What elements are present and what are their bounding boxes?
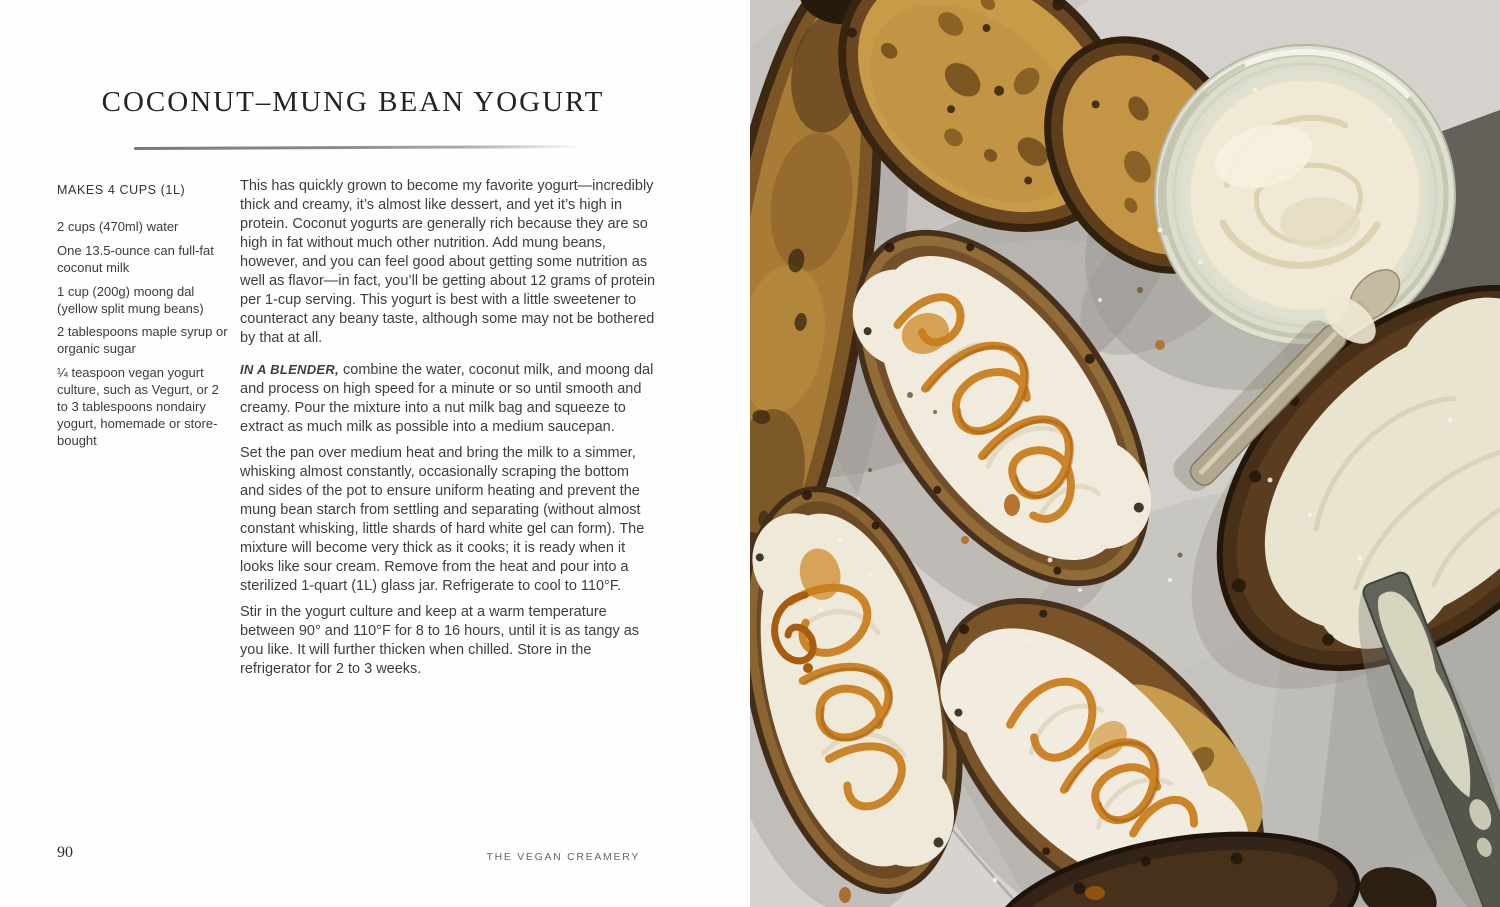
step-paragraph [240,444,657,596]
photo-illustration [750,0,1500,907]
ingredient-item: ¼ teaspoon vegan yogurt culture, such as Vegurt, or 2 to 3 tablespoons nondairy yogurt, homemade or store-bought [57,365,219,448]
step-text: Stir in the yogurt culture and keep at a warm temperature between 90° and 110°F for 8 to 16 hours, until it is as tangy as you like. It will further thicken when chilled. Store in the refrigerator for 2 to 3 weeks. [240,604,640,677]
step-paragraph [240,603,657,679]
ingredient-item: 2 tablespoons maple syrup or organic sugar [57,324,228,357]
step-text: combine the water, coconut milk, and moong dal and process on high speed for a minute or so until smooth and creamy. Pour the mixture into a nut milk bag and squeeze to extract as much milk as possible into a medium saucepan. [240,362,654,435]
step-paragraph [240,360,657,437]
ingredient-item: 2 cups (470ml) water [57,219,179,234]
ingredient-list [57,219,229,450]
yield-label: MAKES 4 CUPS (1L) [57,183,186,197]
running-footer: THE VEGAN CREAMERY [486,851,640,863]
page-title: COCONUT–MUNG BEAN YOGURT [101,86,605,118]
step-lead: IN A BLENDER, [240,362,339,377]
title-underline-rule [134,145,581,149]
page-number: 90 [57,844,73,861]
ingredient-item: 1 cup (200g) moong dal (yellow split mung beans) [57,283,204,316]
ingredients-column [57,183,229,457]
recipe-photo [750,0,1500,907]
yogurt-jar [1155,45,1455,345]
ingredient-item: One 13.5-ounce can full-fat coconut milk [57,242,214,275]
method-column [240,177,657,686]
intro-paragraph: This has quickly grown to become my favorite yogurt—incredibly thick and creamy, it’s almost like dessert, and yet it’s high in protein. Coconut yogurts are generally rich because they are so high in fat without much other nutrition. Add mung beans, however, and you can feel good about getting some nutrition as well as flavor—in fact, you’ll be getting about 12 grams of protein per 1-cup serving. This yogurt is best with a little sweetener to counteract any beany taste, although some may not be bothered by that at all. [240,178,656,346]
step-text: Set the pan over medium heat and bring the milk to a simmer, whisking almost constantly, occasionally scraping the bottom and sides of the pot to ensure uniform heating and prevent the mung bean starch from settling and separating (without almost constant whisking, little shards of hard white gel can form). The mixture will become very thick as it cooks; it is ready when it looks like sour cream. Remove from the heat and pour into a sterilized 1-quart (1L) glass jar. Refrigerate to cool to 110°F. [240,445,645,594]
